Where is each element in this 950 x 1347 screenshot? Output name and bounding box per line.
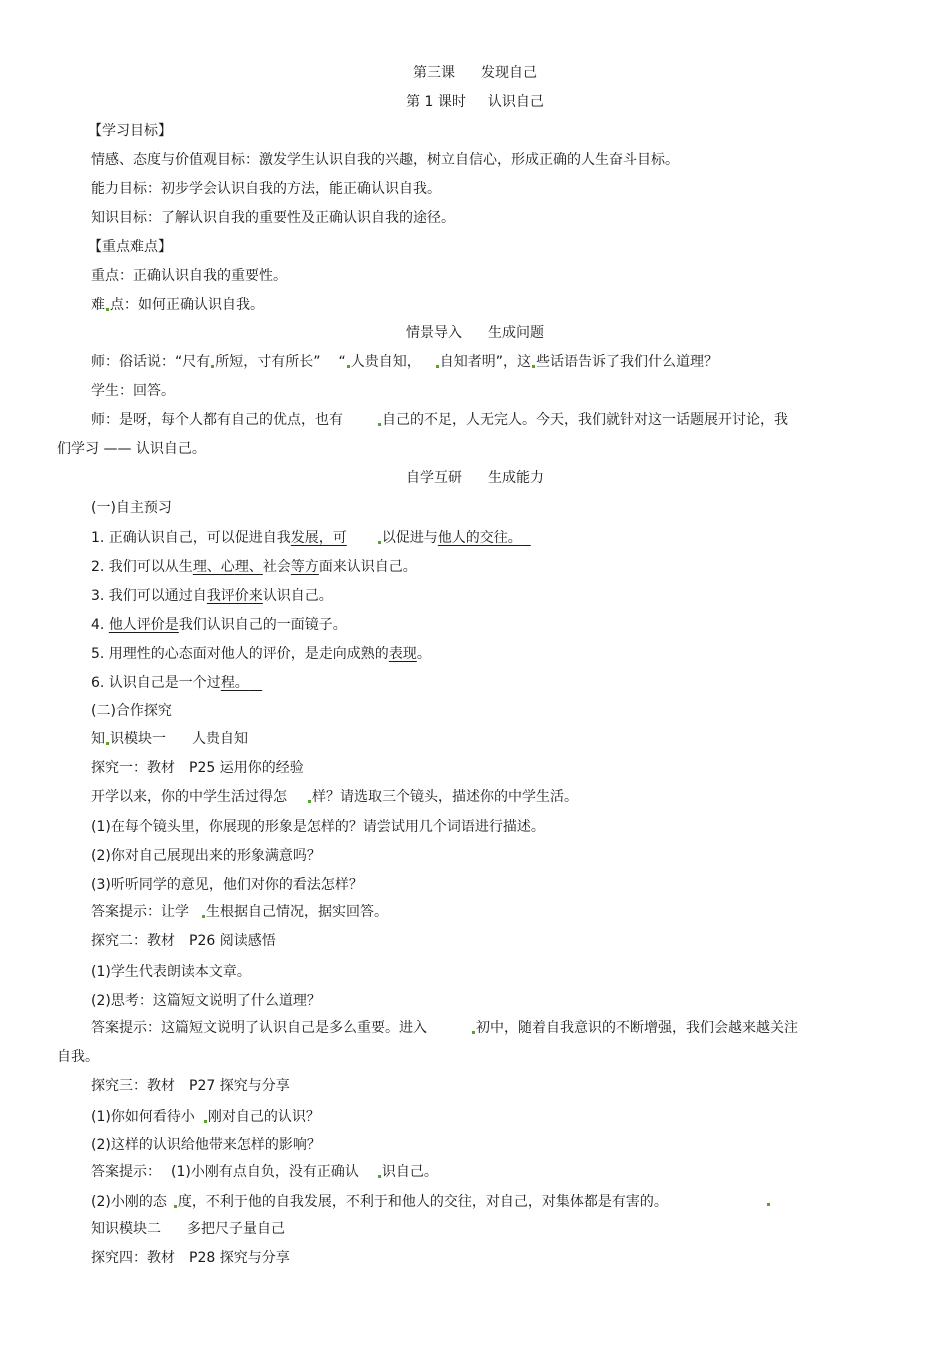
mark-dot bbox=[211, 365, 214, 368]
explore-1-q2: (2)你对自己展现出来的形象满意吗？ bbox=[91, 848, 321, 864]
explore-2-title: 探究二：教材 P26 阅读感悟 bbox=[91, 933, 276, 949]
preview-item-1: 1. 正确认识自己，可以促进自我发展，可 以促进与他人的交往。 bbox=[91, 530, 522, 546]
explore-4-title: 探究四：教材 P28 探究与分享 bbox=[91, 1250, 290, 1266]
key-point: 重点：正确认识自我的重要性。 bbox=[91, 268, 287, 284]
student-line: 学生：回答。 bbox=[91, 383, 175, 399]
goal-ability: 能力目标：初步学会认识自我的方法，能正确认识自我。 bbox=[91, 181, 441, 197]
explore-3-q2: (2)这样的认识给他带来怎样的影响？ bbox=[91, 1137, 321, 1153]
preview-item-2: 2. 我们可以从生理、心理、社会等方面来认识自己。 bbox=[91, 559, 417, 575]
teacher-line-2: 师：是呀，每个人都有自己的优点，也有 自己的不足，人无完人。今天，我们就针对这一话题展开讨论，我 bbox=[91, 412, 788, 428]
preview-heading: (一)自主预习 bbox=[91, 500, 172, 516]
mark-dot bbox=[767, 1203, 770, 1206]
mark-dot bbox=[308, 800, 311, 803]
answer-3: 答案提示： (1)小刚有点自负，没有正确认 识自己。 bbox=[91, 1164, 438, 1180]
mark-dot bbox=[204, 1120, 207, 1123]
explore-1-q1: (1)在每个镜头里，你展现的形象是怎样的？请尝试用几个词语进行描述。 bbox=[91, 819, 545, 835]
section-study-title: 自学互研 生成能力 bbox=[406, 470, 544, 486]
mark-dot bbox=[106, 308, 109, 311]
explore-3-title: 探究三：教材 P27 探究与分享 bbox=[91, 1078, 290, 1094]
explore-1-q3: (3)听听同学的意见，他们对你的看法怎样？ bbox=[91, 877, 363, 893]
section-intro-title: 情景导入 生成问题 bbox=[406, 325, 544, 341]
mark-dot bbox=[532, 365, 535, 368]
period-number: 第 1 课时 bbox=[406, 94, 466, 110]
preview-item-3: 3. 我们可以通过自我评价来认识自己。 bbox=[91, 588, 333, 604]
answer-1: 答案提示：让学 生根据自己情况，据实回答。 bbox=[91, 904, 388, 920]
explore-3-q1: (1)你如何看待小 刚对自己的认识？ bbox=[91, 1109, 320, 1125]
preview-item-5: 5. 用理性的心态面对他人的评价，是走向成熟的表现。 bbox=[91, 646, 431, 662]
goal-knowledge: 知识目标：了解认识自我的重要性及正确认识自我的途径。 bbox=[91, 210, 455, 226]
mark-dot bbox=[378, 1175, 381, 1178]
answer-3-part-2: (2)小刚的态 度，不利于他的自我发展，不利于和他人的交往，对自己，对集体都是有害的。 bbox=[91, 1194, 668, 1210]
mark-dot bbox=[436, 365, 439, 368]
explore-2-q1: (1)学生代表朗读本文章。 bbox=[91, 964, 251, 980]
module-1-title: 知 识模块一 人贵自知 bbox=[91, 731, 248, 747]
coop-heading: (二)合作探究 bbox=[91, 703, 172, 719]
answer-2: 答案提示：这篇短文说明了认识自己是多么重要。进入 初中，随着自我意识的不断增强，我们会越来越关注 bbox=[91, 1020, 798, 1036]
mark-dot bbox=[106, 742, 109, 745]
explore-1-title: 探究一：教材 P25 运用你的经验 bbox=[91, 760, 304, 776]
goal-emotion: 情感、态度与价值观目标：激发学生认识自我的兴趣，树立自信心，形成正确的人生奋斗目标。 bbox=[91, 152, 679, 168]
mark-dot bbox=[378, 423, 381, 426]
period-name: 认识自己 bbox=[487, 94, 544, 110]
answer-2-cont: 自我。 bbox=[57, 1049, 99, 1065]
explore-1-question: 开学以来，你的中学生活过得怎 样？请选取三个镜头，描述你的中学生活。 bbox=[91, 789, 578, 805]
key-heading: 【重点难点】 bbox=[88, 239, 172, 255]
teacher-line-2-cont: 们学习 —— 认识自己。 bbox=[57, 441, 206, 457]
module-2-title: 知识模块二 多把尺子量自己 bbox=[91, 1221, 285, 1237]
lesson-number: 第三课 bbox=[413, 65, 455, 81]
preview-item-4: 4. 他人评价是我们认识自己的一面镜子。 bbox=[91, 617, 347, 633]
key-difficulty: 难 点：如何正确认识自我。 bbox=[91, 297, 264, 313]
preview-item-6: 6. 认识自己是一个过程。 bbox=[91, 675, 249, 691]
teacher-line-1: 师：俗话说：“尺有 所短，寸有所长” “ 人贵自知， 自知者明”，这 些话语告诉了我们什么道理？ bbox=[91, 354, 719, 370]
mark-dot bbox=[174, 1205, 177, 1208]
mark-dot bbox=[202, 915, 205, 918]
mark-dot bbox=[347, 365, 350, 368]
period-title bbox=[0, 92, 950, 112]
lesson-title bbox=[0, 63, 950, 83]
lesson-name: 发现自己 bbox=[481, 65, 537, 81]
explore-2-q2: (2)思考：这篇短文说明了什么道理？ bbox=[91, 993, 321, 1009]
mark-dot bbox=[378, 541, 381, 544]
goals-heading: 【学习目标】 bbox=[88, 123, 172, 139]
mark-dot bbox=[472, 1031, 475, 1034]
